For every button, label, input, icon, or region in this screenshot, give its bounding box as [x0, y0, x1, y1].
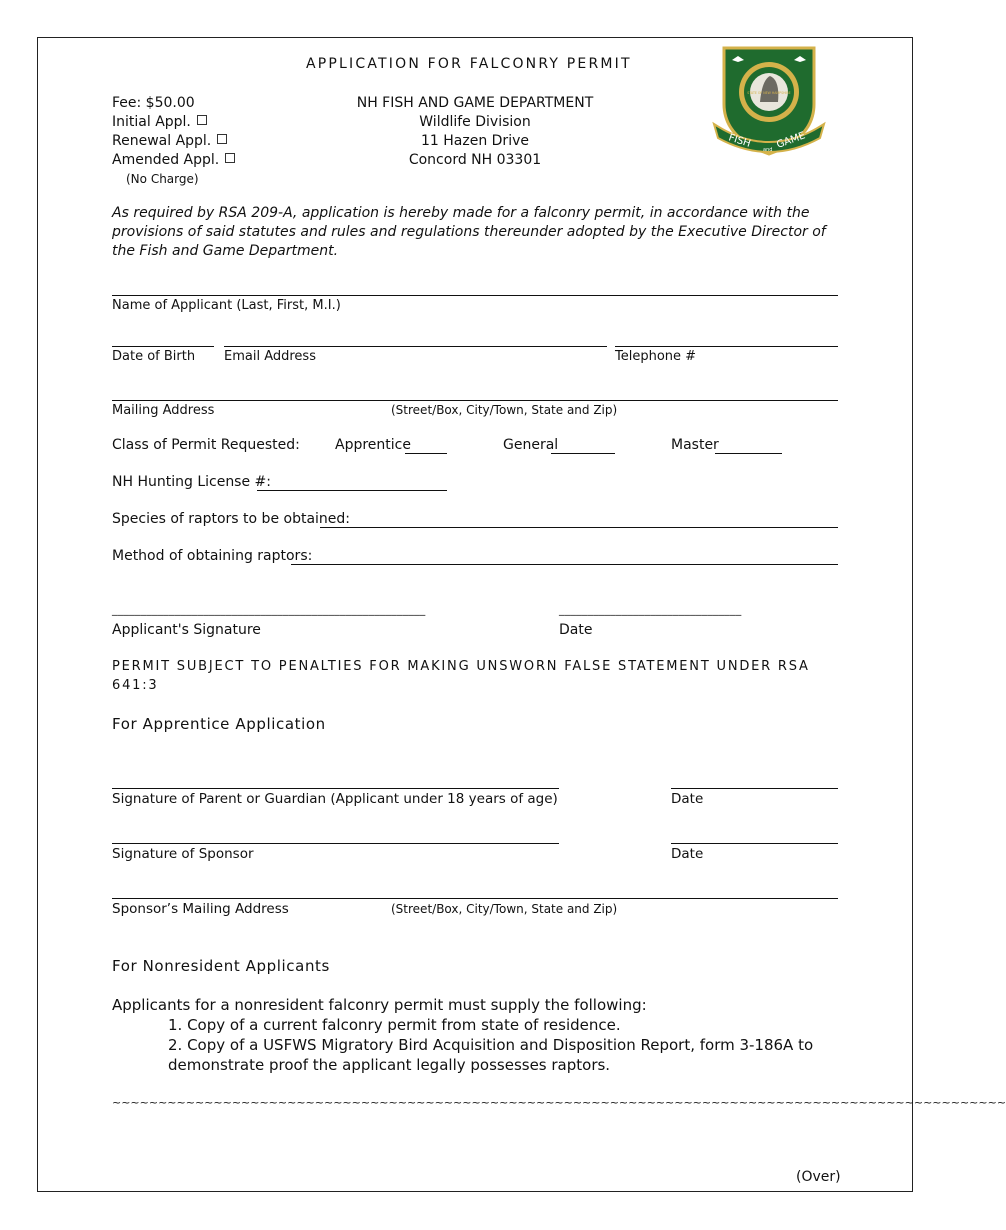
mailing-address-hint: (Street/Box, City/Town, State and Zip)	[391, 403, 618, 417]
sponsor-date-input[interactable]	[671, 843, 838, 844]
telephone-label: Telephone #	[615, 349, 697, 364]
no-charge-note: (No Charge)	[126, 172, 199, 186]
hunting-license-input[interactable]	[257, 490, 447, 491]
nonresident-requirements	[112, 995, 832, 1075]
applicant-date-label: Date	[559, 622, 593, 638]
method-input[interactable]	[291, 564, 838, 565]
seal-fish-text: FISH	[727, 132, 752, 150]
apprentice-label: Apprentice	[335, 437, 411, 453]
amended-appl-option[interactable]	[112, 151, 235, 170]
applicant-signature-label: Applicant's Signature	[112, 622, 261, 638]
applicant-date-input[interactable]: ________________________________	[559, 603, 742, 616]
parent-date-input[interactable]	[671, 788, 838, 789]
tilde-divider: ~~~~~~~~~~~~~~~~~~~~~~~~~~~~~~~~~~~~~~~~~~~~~~~~~~~~~~~~~~~~~~~~~~~~~~~~~~~~~~~~~~~~~~~~~~~~~~~~~	[112, 1096, 1006, 1109]
division-name: Wildlife Division	[419, 114, 531, 130]
applicant-signature-input[interactable]: _______________________________________________________	[112, 603, 426, 616]
dob-label: Date of Birth	[112, 349, 196, 364]
nonresident-item-2: 2. Copy of a USFWS Migratory Bird Acquisition and Disposition Report, form 3-186A to	[168, 1036, 814, 1054]
department-address	[330, 94, 620, 170]
apprentice-input[interactable]	[405, 453, 447, 454]
renewal-appl-checkbox[interactable]	[217, 134, 227, 144]
initial-appl-label: Initial Appl.	[112, 114, 191, 130]
mailing-address-label: Mailing Address	[112, 403, 215, 418]
city-state-zip: Concord NH 03301	[408, 152, 542, 168]
email-input[interactable]	[224, 346, 607, 347]
name-label: Name of Applicant (Last, First, M.I.)	[112, 298, 341, 313]
street-address: 11 Hazen Drive	[421, 133, 529, 149]
parent-signature-label: Signature of Parent or Guardian (Applicant under 18 years of age)	[112, 791, 558, 807]
parent-signature-input[interactable]	[112, 788, 559, 789]
seal-state-text: STATE OF NEW HAMPSHIRE	[747, 91, 791, 95]
nonresident-item-1: 1. Copy of a current falconry permit from state of residence.	[168, 1016, 621, 1034]
penalty-notice: PERMIT SUBJECT TO PENALTIES FOR MAKING UNSWORN FALSE STATEMENT UNDER RSA	[112, 659, 810, 674]
parent-date-label: Date	[671, 791, 704, 807]
hunting-license-label: NH Hunting License #:	[112, 474, 271, 490]
intro-statement: As required by RSA 209-A, application is hereby made for a falconry permit, in accordance with the provisions of said statutes and rules and regulations thereunder adopted by the Executive Director of the Fish and Game Department.	[112, 205, 826, 259]
species-input[interactable]	[320, 527, 838, 528]
sponsor-signature-input[interactable]	[112, 843, 559, 844]
apprentice-section-heading: For Apprentice Application	[112, 715, 326, 733]
sponsor-signature-label: Signature of Sponsor	[112, 846, 254, 862]
method-label: Method of obtaining raptors:	[112, 548, 313, 564]
penalty-notice-rsa: 641:3	[112, 678, 159, 693]
general-input[interactable]	[551, 453, 615, 454]
species-label: Species of raptors to be obtained:	[112, 511, 351, 527]
seal-game-text: GAME	[775, 130, 807, 151]
nonresident-item-2-cont: demonstrate proof the applicant legally possesses raptors.	[168, 1056, 611, 1074]
master-input[interactable]	[715, 453, 782, 454]
class-of-permit-label: Class of Permit Requested:	[112, 437, 300, 453]
renewal-appl-option[interactable]	[112, 132, 235, 151]
general-label: General	[503, 437, 559, 453]
sponsor-address-label: Sponsor’s Mailing Address	[112, 901, 289, 917]
initial-appl-option[interactable]	[112, 113, 235, 132]
over-indicator: (Over)	[796, 1169, 841, 1185]
renewal-appl-label: Renewal Appl.	[112, 133, 212, 149]
seal-and-text: and	[763, 147, 773, 153]
fee-amount: Fee: $50.00	[112, 95, 195, 111]
department-name: NH FISH AND GAME DEPARTMENT	[356, 95, 594, 111]
dob-input[interactable]	[112, 346, 214, 347]
fish-and-game-seal-logo	[710, 42, 828, 160]
sponsor-address-hint: (Street/Box, City/Town, State and Zip)	[391, 902, 618, 916]
sponsor-date-label: Date	[671, 846, 704, 862]
amended-appl-checkbox[interactable]	[225, 153, 235, 163]
telephone-input[interactable]	[615, 346, 838, 347]
sponsor-address-input[interactable]	[112, 898, 838, 899]
email-label: Email Address	[224, 349, 316, 364]
name-input[interactable]	[112, 295, 838, 296]
nonresident-section-heading: For Nonresident Applicants	[112, 957, 330, 975]
mailing-address-input[interactable]	[112, 400, 838, 401]
amended-appl-label: Amended Appl.	[112, 152, 220, 168]
initial-appl-checkbox[interactable]	[197, 115, 207, 125]
form-title: APPLICATION FOR FALCONRY PERMIT	[306, 56, 632, 72]
fee-block	[112, 94, 235, 189]
master-label: Master	[671, 437, 719, 453]
nonresident-intro: Applicants for a nonresident falconry permit must supply the following:	[112, 996, 647, 1014]
